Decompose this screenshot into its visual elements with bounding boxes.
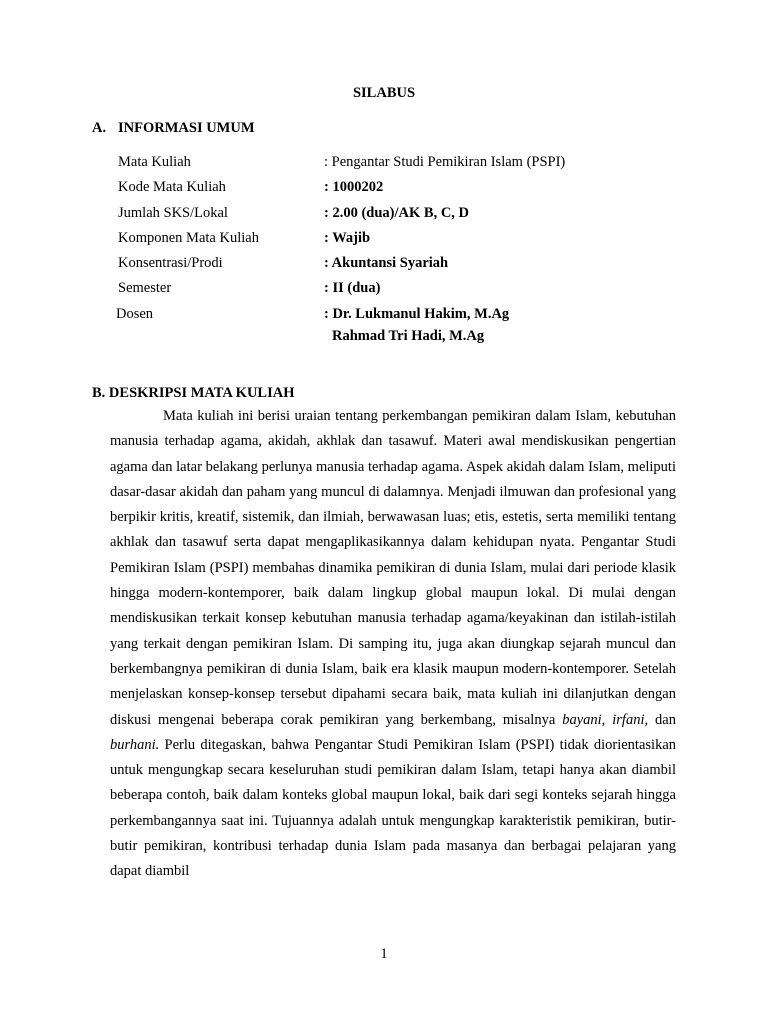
info-value: : Akuntansi Syariah (324, 255, 449, 272)
info-value-second-lecturer: Rahmad Tri Hadi, M.Ag (332, 327, 485, 344)
info-label: Semester (118, 280, 172, 297)
description-text-part1: Mata kuliah ini berisi uraian tentang perkembangan pemikiran dalam Islam, kebutuhan manusia terhadap agama, akidah, akhlak dan tasawuf. Materi awal mendiskusikan pengertian agama dan latar belakang perlunya manusia terhadap agama. Aspek akidah dalam Islam, meliputi dasar-dasar akidah dan paham yang muncul di dalamnya. Menjadi ilmuwan dan profesional yang berpikir kritis, kreatif, sistemik, dan ilmiah, berwawasan luas; etis, estetis, serta memiliki tentang akhlak dan tasawuf serta dapat mengaplikasikannya dalam kehidupan nyata. Pengantar Studi Pemikiran Islam (PSPI) membahas dinamika pemikiran di dunia Islam, mulai dari periode klasik hingga modern-kontemporer, baik dalam lingkup global maupun lokal. Di mulai dengan mendiskusikan terkait konsep kebutuhan manusia terhadap agama/keyakinan dan istilah-istilah yang terkait dengan pemikiran Islam. Di samping itu, juga akan diungkap sejarah muncul dan berkembangnya pemikiran di dunia Islam, baik era klasik maupun modern-kontemporer. Setelah menjelaskan konsep-konsep tersebut dipahami secara baik, mata kuliah ini dilanjutkan dengan diskusi mengenai beberapa corak pemikiran yang berkembang, misalnya (110, 408, 676, 728)
info-label: Dosen (116, 305, 154, 322)
description-italic-terms-1: bayani, irfani, (562, 711, 649, 728)
info-value: : Dr. Lukmanul Hakim, M.Ag (324, 305, 510, 322)
section-a-number: A. (92, 120, 107, 136)
page-number: 1 (380, 946, 388, 962)
info-label: Konsentrasi/Prodi (118, 255, 223, 272)
section-b-heading: B. DESKRIPSI MATA KULIAH (92, 385, 295, 401)
document-title: SILABUS (352, 85, 416, 101)
description-italic-terms-2: burhani. (110, 736, 160, 753)
description-paragraph (110, 404, 676, 885)
info-value: : Wajib (324, 229, 371, 246)
description-text-part3: Perlu ditegaskan, bahwa Pengantar Studi Pemikiran Islam (PSPI) tidak diorientasikan untuk mengungkap secara keseluruhan studi pemikiran dalam Islam, tetapi hanya akan diambil beberapa contoh, baik dalam konteks global maupun lokal, baik dari segi konteks sejarah hingga perkembangannya saat ini. Tujuannya adalah untuk mengungkap karakteristik pemikiran, butir-butir pemikiran, kontribusi terhadap dunia Islam pada masanya dan berbagai pelajaran yang dapat diambil (110, 736, 676, 880)
info-value: : Pengantar Studi Pemikiran Islam (PSPI) (324, 154, 566, 170)
info-value: : 2.00 (dua)/AK B, C, D (324, 204, 470, 221)
info-label: Komponen Mata Kuliah (118, 229, 259, 246)
info-label: Kode Mata Kuliah (118, 179, 226, 196)
description-text-part2: dan (648, 711, 676, 728)
info-label: Jumlah SKS/Lokal (118, 204, 228, 221)
info-value: : II (dua) (324, 280, 381, 297)
section-a-heading (92, 120, 255, 137)
section-a-title: INFORMASI UMUM (118, 120, 255, 136)
info-label: Mata Kuliah (118, 154, 191, 170)
info-value: : 1000202 (324, 179, 384, 196)
